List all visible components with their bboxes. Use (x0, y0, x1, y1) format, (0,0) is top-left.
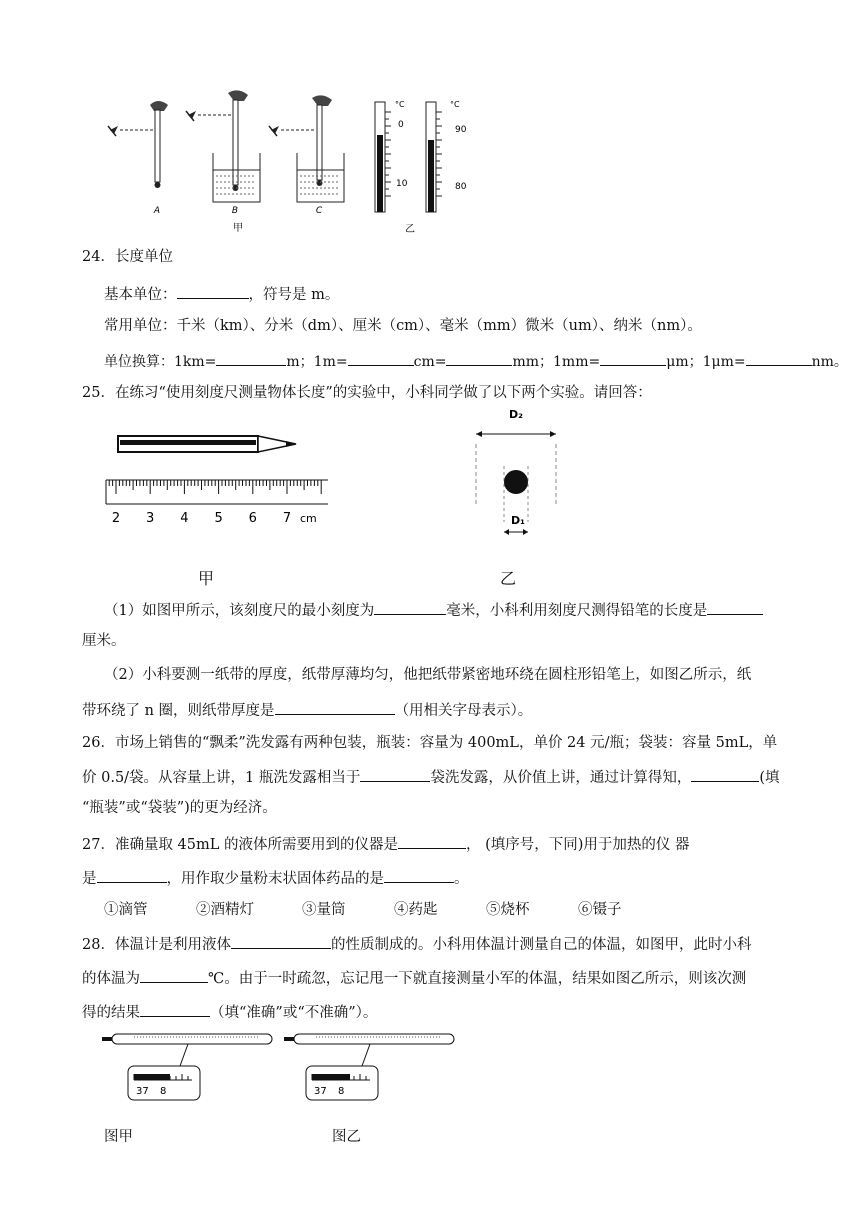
zoom-8-jia: 8 (160, 1086, 167, 1097)
label-c: C (315, 206, 323, 216)
ruler-tick-label: 7 (282, 511, 292, 526)
q27-line1 (82, 834, 690, 854)
q24-title: 24．长度单位 (82, 249, 173, 265)
figure-paper-roll (464, 404, 574, 544)
q24-l1b: ，符号是 m。 (248, 287, 340, 303)
ruler (106, 480, 328, 504)
thermo1-unit: °C (395, 100, 405, 109)
q27-l2b: ，用作取少量粉末状固体药品的是 (166, 871, 384, 887)
eye-icon-a (108, 126, 118, 136)
answer-blank[interactable] (231, 934, 331, 949)
q26-line3: “瓶装”或“袋装”)的更为经济。 (82, 800, 277, 816)
q28-l2b: ℃。由于一时疏忽，忘记甩一下就直接测量小军的体温，结果如图乙所示，则该次测 (208, 971, 747, 987)
thermometer-figure-svg (100, 90, 480, 240)
ruler-svg (100, 420, 340, 540)
q28-l3a: 得的结果 (82, 1005, 140, 1021)
option-dropper: ①滴管 (104, 902, 148, 918)
q25-p1 (104, 600, 763, 620)
q25-p1c: 厘米。 (82, 633, 126, 649)
q25-p2a: （2）小科要测一纸带的厚度，纸带厚薄均匀，他把纸带紧密地环绕在圆柱形铅笔上，如图乙所示，纸 (104, 667, 752, 683)
q24-l3a: 单位换算：1km= (104, 354, 217, 370)
q27-options (104, 901, 658, 919)
q24-line1 (104, 284, 339, 304)
label-a: A (153, 206, 161, 216)
ruler-tick-label: 3 (146, 511, 155, 526)
thermo2-tick-top: 90 (455, 125, 467, 135)
q27-l1a: 27．准确量取 45mL 的液体所需要用到的仪器是 (82, 837, 398, 853)
q24-l3d: mm；1mm= (512, 354, 601, 370)
option-alcohol-lamp: ②酒精灯 (196, 902, 254, 918)
thermometer-scale-1 (375, 100, 408, 212)
d1-label: D₁ (511, 514, 525, 527)
thermometer-a (150, 101, 168, 188)
option-tweezers: ⑥镊子 (578, 902, 622, 918)
answer-blank[interactable] (691, 767, 759, 782)
answer-blank[interactable] (177, 284, 249, 299)
answer-blank[interactable] (600, 351, 666, 366)
q26-l2c: (填 (759, 770, 780, 786)
pencil-cross-section (504, 470, 528, 494)
thermometer-c (312, 95, 332, 186)
q27-l2a: 是 (82, 871, 97, 887)
q28-l1b: 的性质制成的。小科用体温计测量自己的体温，如图甲，此时小科 (330, 937, 752, 953)
option-beaker: ⑤烧杯 (486, 902, 530, 918)
d2-label: D₂ (509, 408, 523, 421)
thermo2-tick-bottom: 80 (455, 182, 467, 192)
caption-jia: 甲 (233, 223, 243, 234)
q26-l2b: 袋洗发露，从价值上讲，通过计算得知， (430, 770, 692, 786)
q25-p2b: 带环绕了 n 圈，则纸带厚度是 (82, 703, 275, 719)
q26-l2a: 价 0.5/袋。从容量上讲，1 瓶洗发露相当于 (82, 770, 361, 786)
q28-l2a: 的体温为 (82, 971, 140, 987)
caption-yi: 乙 (405, 224, 415, 235)
paper-roll-svg (464, 404, 574, 544)
clinical-thermometer-jia (102, 1034, 272, 1100)
q25-p1a: （1）如图甲所示，该刻度尺的最小刻度为 (104, 603, 375, 619)
q24-l3c: cm= (413, 354, 447, 370)
clinical-thermometer-yi (284, 1034, 454, 1100)
q25-p2-line2 (82, 700, 532, 720)
answer-blank[interactable] (348, 351, 414, 366)
pencil-icon (118, 436, 296, 452)
ruler-tick-label: 4 (180, 511, 189, 526)
q25-caption-jia: 甲 (198, 569, 215, 588)
ruler-tick-label: 2 (111, 511, 121, 526)
q24-line2: 常用单位：千米（km）、分米（dm）、厘米（cm）、毫米（mm）微米（um）、纳米（nm）。 (104, 318, 702, 334)
figure-ruler-pencil (100, 420, 340, 540)
q24-line3 (104, 351, 848, 371)
thermometer-scale-2 (426, 100, 467, 212)
ruler-tick-label: 5 (214, 511, 223, 526)
q25-p2c: （用相关字母表示）。 (394, 703, 533, 719)
eye-icon-c (269, 126, 279, 136)
option-spoon: ④药匙 (394, 902, 438, 918)
q24-l3b: m；1m= (286, 354, 348, 370)
answer-blank[interactable] (275, 700, 395, 715)
q24-l3f: nm。 (811, 354, 848, 370)
figure-thermometer-reading (100, 90, 480, 240)
label-b: B (231, 206, 239, 216)
answer-blank[interactable] (374, 600, 446, 615)
q25-title: 25．在练习“使用刻度尺测量物体长度”的实验中，小科同学做了以下两个实验。请回答： (82, 385, 652, 401)
answer-blank[interactable] (398, 834, 466, 849)
thermo1-tick-top: 0 (398, 120, 404, 130)
answer-blank[interactable] (446, 351, 512, 366)
q28-caption-yi: 图乙 (332, 1129, 361, 1145)
ruler-tick-labels (112, 511, 291, 526)
answer-blank[interactable] (140, 1002, 210, 1017)
answer-blank[interactable] (746, 351, 812, 366)
q27-line2 (82, 868, 469, 888)
q24-l1a: 基本单位： (104, 287, 177, 303)
answer-blank[interactable] (707, 600, 763, 615)
q25-caption-yi: 乙 (500, 569, 517, 588)
q28-line3 (82, 1002, 377, 1022)
q24-l3e: μm；1μm= (666, 354, 746, 370)
q25-p1b: 毫米，小科利用刻度尺测得铅笔的长度是 (446, 603, 708, 619)
zoom-37-jia: 37 (136, 1086, 149, 1097)
clinical-thermometers-svg (100, 1030, 480, 1110)
q28-caption-jia: 图甲 (104, 1129, 133, 1145)
thermo1-tick-bottom: 10 (396, 179, 408, 189)
answer-blank[interactable] (384, 868, 454, 883)
answer-blank[interactable] (140, 968, 208, 983)
zoom-37-yi: 37 (314, 1086, 327, 1097)
eye-icon-b (186, 111, 196, 121)
option-graduated-cylinder: ③量筒 (302, 902, 346, 918)
q27-l2c: 。 (454, 871, 469, 887)
q28-line1 (82, 934, 751, 954)
answer-blank[interactable] (360, 767, 430, 782)
answer-blank[interactable] (216, 351, 286, 366)
zoom-8-yi: 8 (338, 1086, 345, 1097)
q28-l1a: 28．体温计是利用液体 (82, 937, 231, 953)
figure-clinical-thermometers (100, 1030, 480, 1110)
ruler-unit: cm (300, 512, 317, 525)
q28-l3b: （填“准确”或“不准确”）。 (210, 1005, 378, 1021)
ruler-tick-label: 6 (248, 511, 257, 526)
thermo2-unit: °C (450, 100, 460, 109)
q26-line1: 26．市场上销售的“飘柔”洗发露有两种包装，瓶装：容量为 400mL，单价 24 元/瓶；袋装：容量 5mL，单 (82, 735, 778, 751)
answer-blank[interactable] (97, 868, 167, 883)
q26-line2 (82, 767, 780, 787)
q27-l1b: ， (填序号，下同)用于加热的仪 器 (466, 837, 690, 853)
q28-line2 (82, 968, 746, 988)
